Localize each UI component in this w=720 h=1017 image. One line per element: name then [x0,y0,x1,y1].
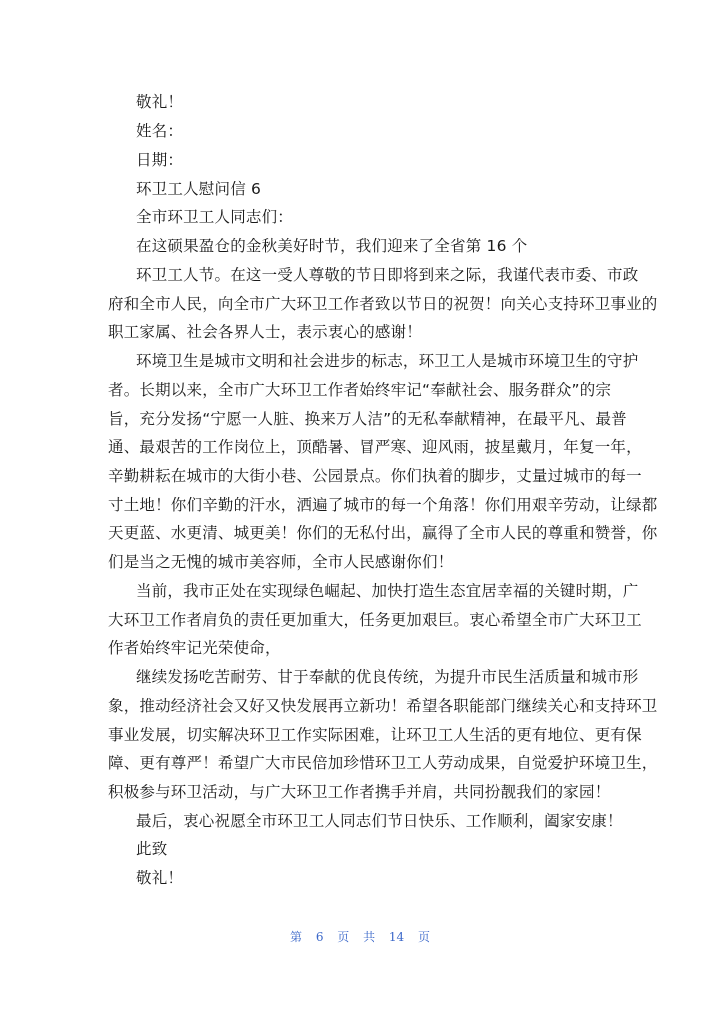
paragraph-line: 辛勤耕耘在城市的大街小巷、公园景点。你们执着的脚步，丈量过城市的每一 [108,467,642,485]
salutation: 全市环卫工人同志们： [136,208,294,226]
paragraph-line: 府和全市人民，向全市广大环卫工作者致以节日的祝贺！向关心支持环卫事业的 [108,295,658,313]
paragraph-line: 作者始终牢记光荣使命， [108,639,281,657]
paragraph-line: 在这硕果盈仓的金秋美好时节，我们迎来了全省第 16 个 [136,237,528,255]
paragraph-line: 环卫工人节。在这一受人尊敬的节日即将到来之际，我谨代表市委、市政 [136,266,639,284]
paragraph-line: 者。长期以来，全市广大环卫工作者始终牢记“奉献社会、服务群众”的宗 [108,381,612,399]
page-number-footer: 第 6 页 共 14 页 [290,930,430,944]
paragraph-line: 环境卫生是城市文明和社会进步的标志，环卫工人是城市环境卫生的守护 [136,352,639,370]
paragraph-line: 天更蓝、水更清、城更美！你们的无私付出，赢得了全市人民的尊重和赞誉，你 [108,524,658,542]
section-heading: 环卫工人慰问信 6 [136,180,262,198]
paragraph-line: 大环卫工作者肩负的责任更加重大，任务更加艰巨。衷心希望全市广大环卫工 [108,611,642,629]
paragraph-line: 障、更有尊严！希望广大市民倍加珍惜环卫工人劳动成果，自觉爱护环境卫生， [108,754,658,772]
paragraph-line: 旨，充分发扬“宁愿一人脏、换来万人洁”的无私奉献精神，在最平凡、最普 [108,410,627,428]
paragraph-line: 通、最艰苦的工作岗位上，顶酷暑、冒严寒、迎风雨，披星戴月，年复一年， [108,438,642,456]
name-label: 姓名： [136,122,184,140]
paragraph-line: 象，推动经济社会又好又快发展再立新功！希望各职能部门继续关心和支持环卫 [108,697,658,715]
paragraph-line: 寸土地！你们辛勤的汗水，洒遍了城市的每一个角落！你们用艰辛劳动，让绿都 [108,496,658,514]
paragraph-line: 积极参与环卫活动，与广大环卫工作者携手并肩，共同扮靓我们的家园！ [108,783,611,801]
paragraph-line: 们是当之无愧的城市美容师，全市人民感谢你们！ [108,553,454,571]
paragraph-line: 最后，衷心祝愿全市环卫工人同志们节日快乐、工作顺利，阖家安康！ [136,812,623,830]
date-label: 日期： [136,151,184,169]
closing-phrase: 此致 [136,840,168,858]
paragraph-line: 继续发扬吃苦耐劳、甘于奉献的优良传统，为提升市民生活质量和城市形 [136,668,639,686]
closing-salute: 敬礼！ [136,869,184,887]
paragraph-line: 当前，我市正处在实现绿色崛起、加快打造生态宜居幸福的关键时期，广 [136,582,639,600]
paragraph-line: 事业发展，切实解决环卫工作实际困难，让环卫工人生活的更有地位、更有保 [108,726,642,744]
closing-salute-top: 敬礼！ [136,93,184,111]
paragraph-line: 职工家属、社会各界人士，表示衷心的感谢！ [108,323,423,341]
